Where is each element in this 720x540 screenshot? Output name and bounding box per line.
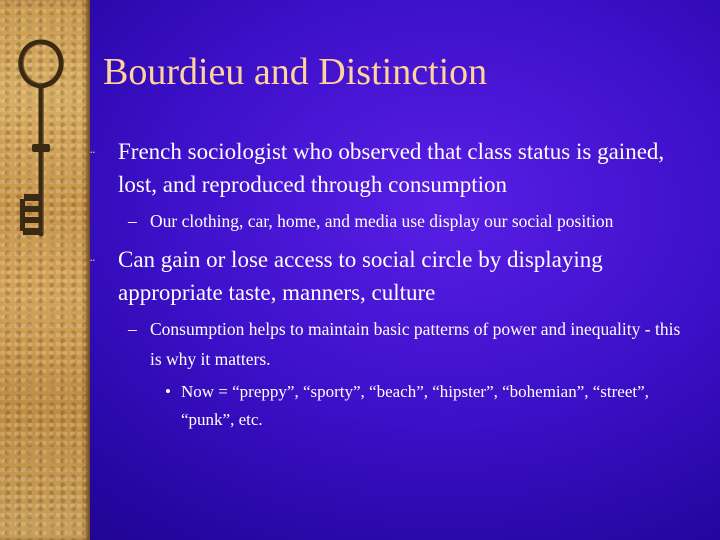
bullet-item bbox=[90, 243, 703, 309]
slide-title: Bourdieu and Distinction bbox=[103, 51, 488, 93]
dot-icon: • bbox=[165, 382, 171, 401]
bullet-icon: ¨ bbox=[90, 149, 95, 165]
sub-bullet-item bbox=[128, 206, 695, 236]
sub-bullet-item bbox=[128, 314, 695, 374]
sub-sub-bullet-item bbox=[165, 378, 681, 434]
dash-icon: – bbox=[128, 211, 137, 231]
sub-bullet-text: Consumption helps to maintain basic patterns of power and inequality - this is why it matters. bbox=[150, 319, 681, 369]
bullet-text: Can gain or lose access to social circle by displaying appropriate taste, manners, culture bbox=[118, 247, 603, 305]
bullet-item bbox=[90, 135, 703, 201]
bullet-text: French sociologist who observed that class status is gained, lost, and reproduced through consumption bbox=[118, 139, 665, 197]
sub-sub-bullet-text: Now = “preppy”, “sporty”, “beach”, “hipster”, “bohemian”, “street”, “punk”, etc. bbox=[181, 382, 649, 429]
sub-bullet-text: Our clothing, car, home, and media use display our social position bbox=[150, 211, 614, 231]
bullet-icon: ¨ bbox=[90, 257, 95, 273]
dash-icon: – bbox=[128, 319, 137, 339]
